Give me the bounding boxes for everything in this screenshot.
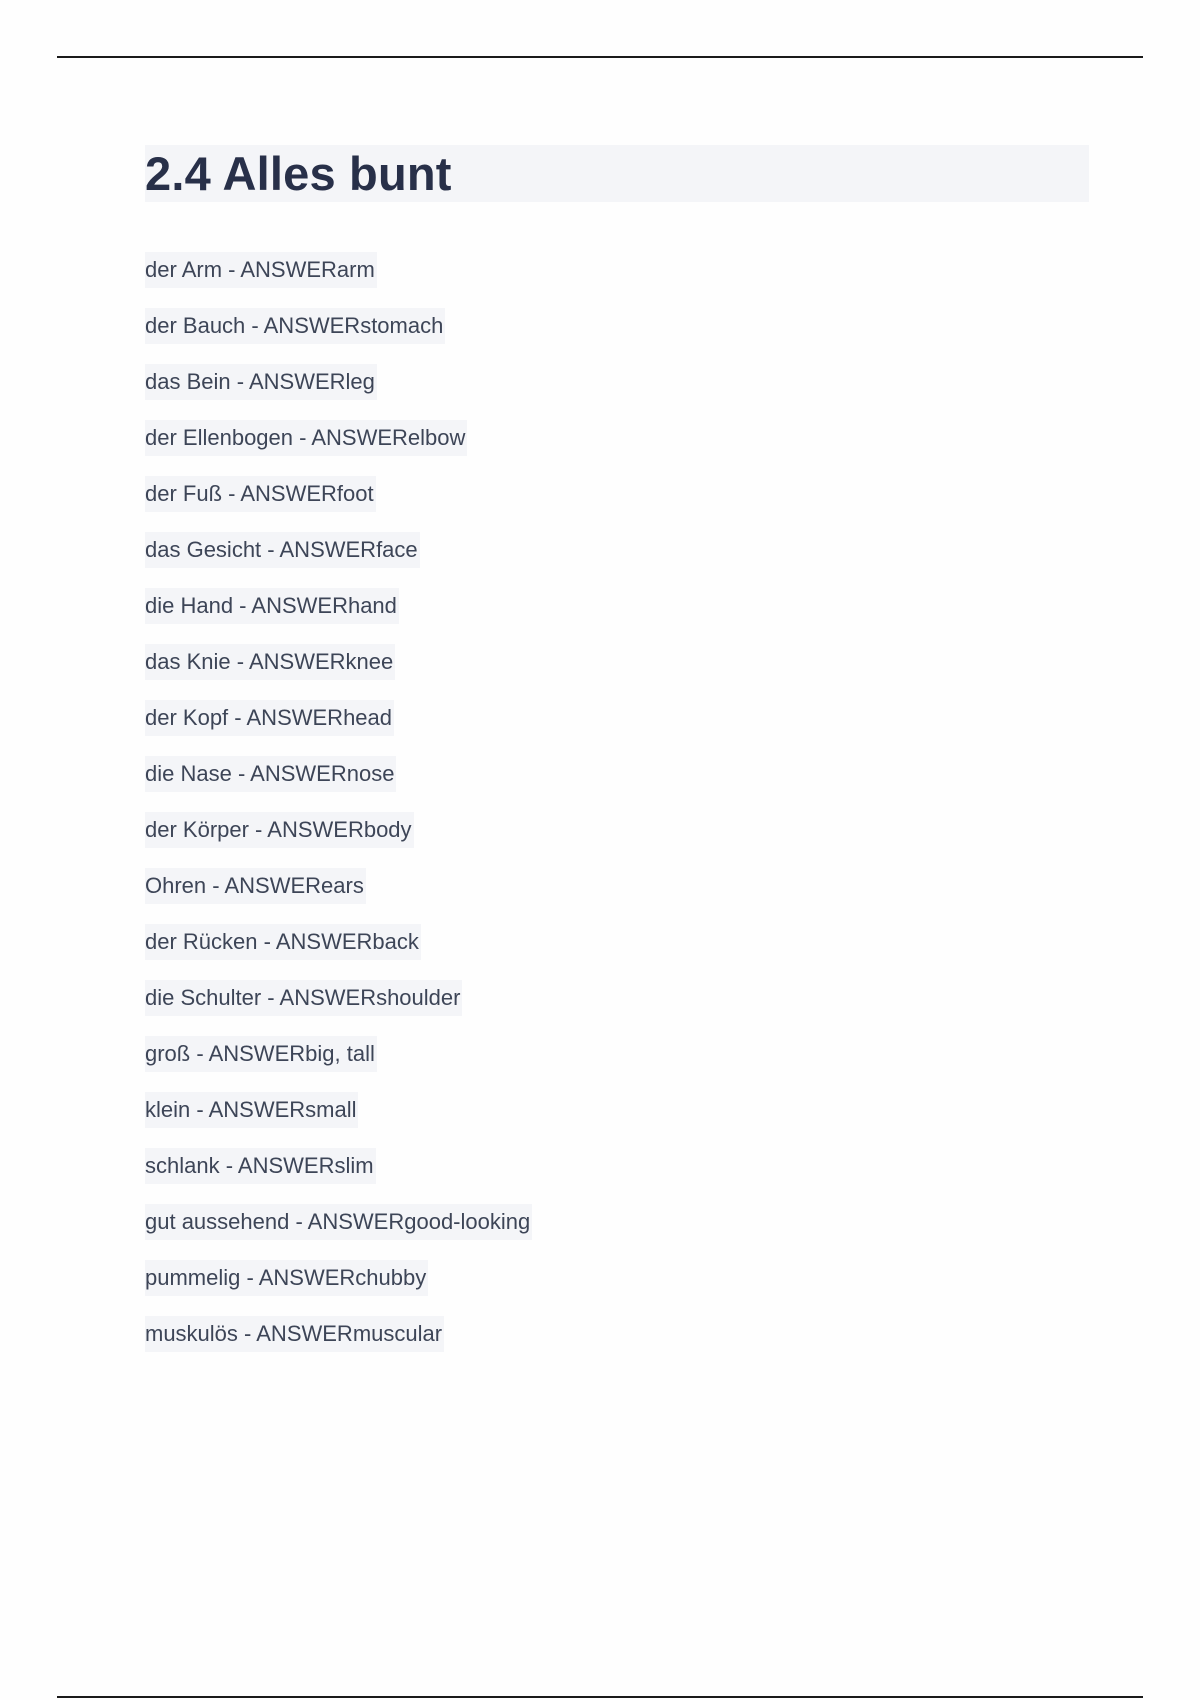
list-item xyxy=(145,588,532,644)
list-item xyxy=(145,924,532,980)
list-item xyxy=(145,252,532,308)
vocab-entry: groß - ANSWERbig, tall xyxy=(145,1036,377,1072)
vocab-entry: der Rücken - ANSWERback xyxy=(145,924,421,960)
list-item xyxy=(145,756,532,812)
list-item xyxy=(145,700,532,756)
list-item xyxy=(145,1316,532,1372)
vocab-entry: der Körper - ANSWERbody xyxy=(145,812,414,848)
list-item xyxy=(145,364,532,420)
list-item xyxy=(145,308,532,364)
list-item xyxy=(145,812,532,868)
vocab-entry: das Knie - ANSWERknee xyxy=(145,644,395,680)
vocab-entry: klein - ANSWERsmall xyxy=(145,1092,358,1128)
vocab-entry: pummelig - ANSWERchubby xyxy=(145,1260,428,1296)
vocab-entry: schlank - ANSWERslim xyxy=(145,1148,376,1184)
list-item xyxy=(145,1036,532,1092)
vocab-entry: die Schulter - ANSWERshoulder xyxy=(145,980,462,1016)
vocab-entry: die Nase - ANSWERnose xyxy=(145,756,396,792)
vocab-entry: muskulös - ANSWERmuscular xyxy=(145,1316,444,1352)
list-item xyxy=(145,1204,532,1260)
list-item xyxy=(145,644,532,700)
bottom-divider xyxy=(57,1696,1143,1698)
vocab-entry: der Arm - ANSWERarm xyxy=(145,252,377,288)
vocab-entry: die Hand - ANSWERhand xyxy=(145,588,399,624)
vocab-entry: der Bauch - ANSWERstomach xyxy=(145,308,445,344)
list-item xyxy=(145,1092,532,1148)
top-divider xyxy=(57,56,1143,58)
list-item xyxy=(145,980,532,1036)
list-item xyxy=(145,476,532,532)
vocabulary-list xyxy=(145,252,532,1372)
list-item xyxy=(145,868,532,924)
list-item xyxy=(145,1148,532,1204)
vocab-entry: der Fuß - ANSWERfoot xyxy=(145,476,376,512)
vocab-entry: der Kopf - ANSWERhead xyxy=(145,700,394,736)
list-item xyxy=(145,420,532,476)
vocab-entry: der Ellenbogen - ANSWERelbow xyxy=(145,420,467,456)
vocab-entry: das Bein - ANSWERleg xyxy=(145,364,377,400)
list-item xyxy=(145,1260,532,1316)
vocab-entry: Ohren - ANSWERears xyxy=(145,868,366,904)
list-item xyxy=(145,532,532,588)
section-heading: 2.4 Alles bunt xyxy=(145,147,452,200)
vocab-entry: gut aussehend - ANSWERgood-looking xyxy=(145,1204,532,1240)
vocab-entry: das Gesicht - ANSWERface xyxy=(145,532,420,568)
